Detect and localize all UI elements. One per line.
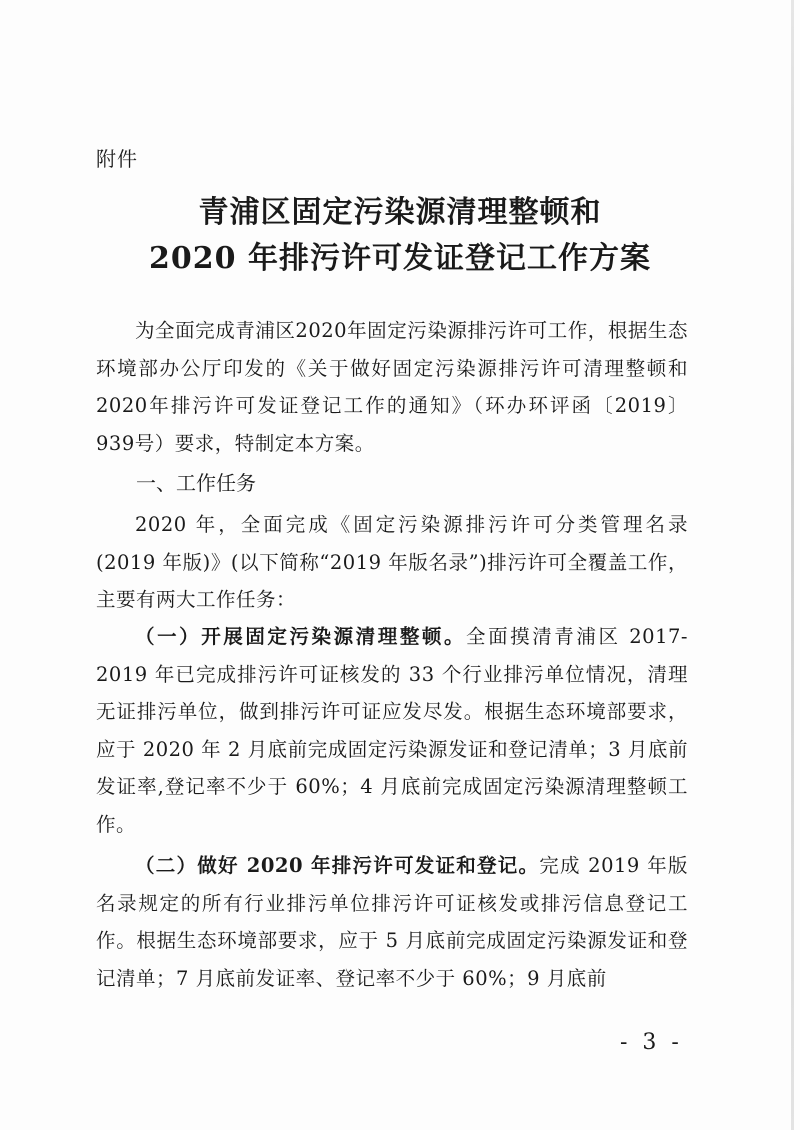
intro-paragraph: 为全面完成青浦区2020年固定污染源排污许可工作，根据生态环境部办公厅印发的《关于做好固定污染源排污许可清理整顿和2020年排污许可发证登记工作的通知》（环办环评函〔2019〕939号）要求，特制定本方案。 — [96, 319, 688, 455]
scan-edge — [791, 0, 794, 1130]
attachment-label: 附件 — [96, 147, 138, 171]
subsection-1-paragraph — [96, 618, 688, 843]
page-number: - 3 - — [620, 1030, 683, 1055]
subsection-2-body: 完成 2019 年版名录规定的所有行业排污单位排污许可证核发或排污信息登记工作。根据生态环境部要求，应于 5 月底前完成固定污染源发证和登记清单；7 月底前发证率、登记率不少于 60%；9 月底前 — [96, 854, 688, 990]
subsection-1-heading: （一）开展固定污染源清理整顿。 — [135, 625, 467, 648]
document-title-line-1: 青浦区固定污染源清理整顿和 — [198, 195, 602, 230]
document-title-line-2: 2020 年排污许可发证登记工作方案 — [149, 241, 651, 276]
subsection-1-body: 全面摸清青浦区 2017-2019 年已完成排污许可证核发的 33 个行业排污单位情况，清理无证排污单位，做到排污许可证应发尽发。根据生态环境部要求，应于 2020 年 2 月底前完成固定污染源发证和登记清单；3 月底前发证率,登记率不少于 60%；4 月底前完成固定污染源清理整顿工作。 — [96, 625, 688, 836]
subsection-2-heading: （二）做好 2020 年排污许可发证和登记。 — [135, 854, 540, 877]
task-paragraph: 2020 年，全面完成《固定污染源排污许可分类管理名录(2019 年版)》(以下简称“2019 年版名录”)排污许可全覆盖工作，主要有两大工作任务： — [96, 513, 688, 611]
subsection-2-paragraph — [96, 847, 688, 997]
section-heading-work-tasks: 一、工作任务 — [136, 471, 256, 495]
